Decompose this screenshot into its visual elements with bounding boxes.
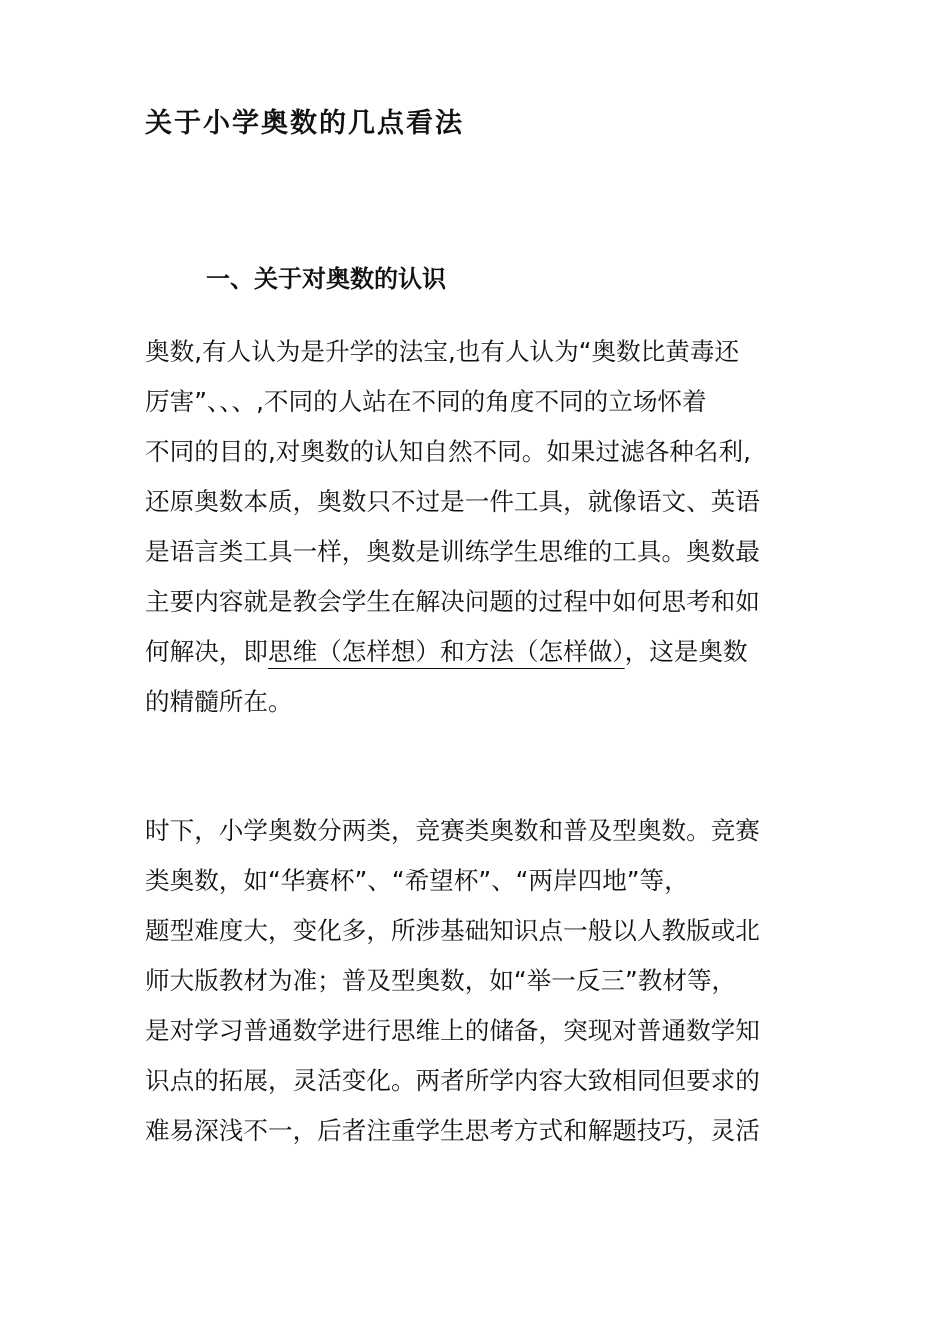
paragraph-line: 时下，小学奥数分两类，竞赛类奥数和普及型奥数。竞赛 bbox=[145, 816, 760, 845]
paragraph-line: 师大版教材为准；普及型奥数，如“举一反三”教材等， bbox=[145, 966, 737, 995]
text-segment: 何解决，即 bbox=[145, 637, 268, 666]
paragraph-line bbox=[145, 627, 805, 677]
paragraph-line: 识点的拓展，灵活变化。两者所学内容大致相同但要求的 bbox=[145, 1066, 760, 1095]
paragraph-line: 题型难度大，变化多，所涉基础知识点一般以人教版或北 bbox=[145, 916, 760, 945]
paragraph-line: 是对学习普通数学进行思维上的储备，突现对普通数学知 bbox=[145, 1016, 760, 1045]
section-heading: 一、关于对奥数的认识 bbox=[206, 265, 446, 293]
document-title: 关于小学奥数的几点看法 bbox=[145, 108, 464, 139]
paragraph-line: 厉害”、、、,不同的人站在不同的角度不同的立场怀着 bbox=[145, 387, 707, 416]
paragraph-line: 不同的目的,对奥数的认知自然不同。如果过滤各种名利, bbox=[145, 437, 751, 466]
paragraph-2 bbox=[145, 806, 805, 1156]
paragraph-line: 类奥数，如“华赛杯”、“希望杯”、“两岸四地”等， bbox=[145, 866, 689, 895]
paragraph-line: 还原奥数本质，奥数只不过是一件工具，就像语文、英语 bbox=[145, 487, 760, 516]
paragraph-line: 难易深浅不一，后者注重学生思考方式和解题技巧，灵活 bbox=[145, 1116, 760, 1145]
paragraph-line: 是语言类工具一样，奥数是训练学生思维的工具。奥数最 bbox=[145, 537, 760, 566]
paragraph-line: 的精髓所在。 bbox=[145, 687, 293, 716]
text-segment: ，这是奥数 bbox=[624, 637, 748, 666]
underlined-phrase: 思维（怎样想）和方法（怎样做） bbox=[267, 637, 625, 666]
paragraph-line: 奥数,有人认为是升学的法宝,也有人认为“奥数比黄毒还 bbox=[145, 337, 740, 366]
paragraph-1 bbox=[145, 327, 805, 727]
paragraph-line: 主要内容就是教会学生在解决问题的过程中如何思考和如 bbox=[145, 587, 760, 616]
